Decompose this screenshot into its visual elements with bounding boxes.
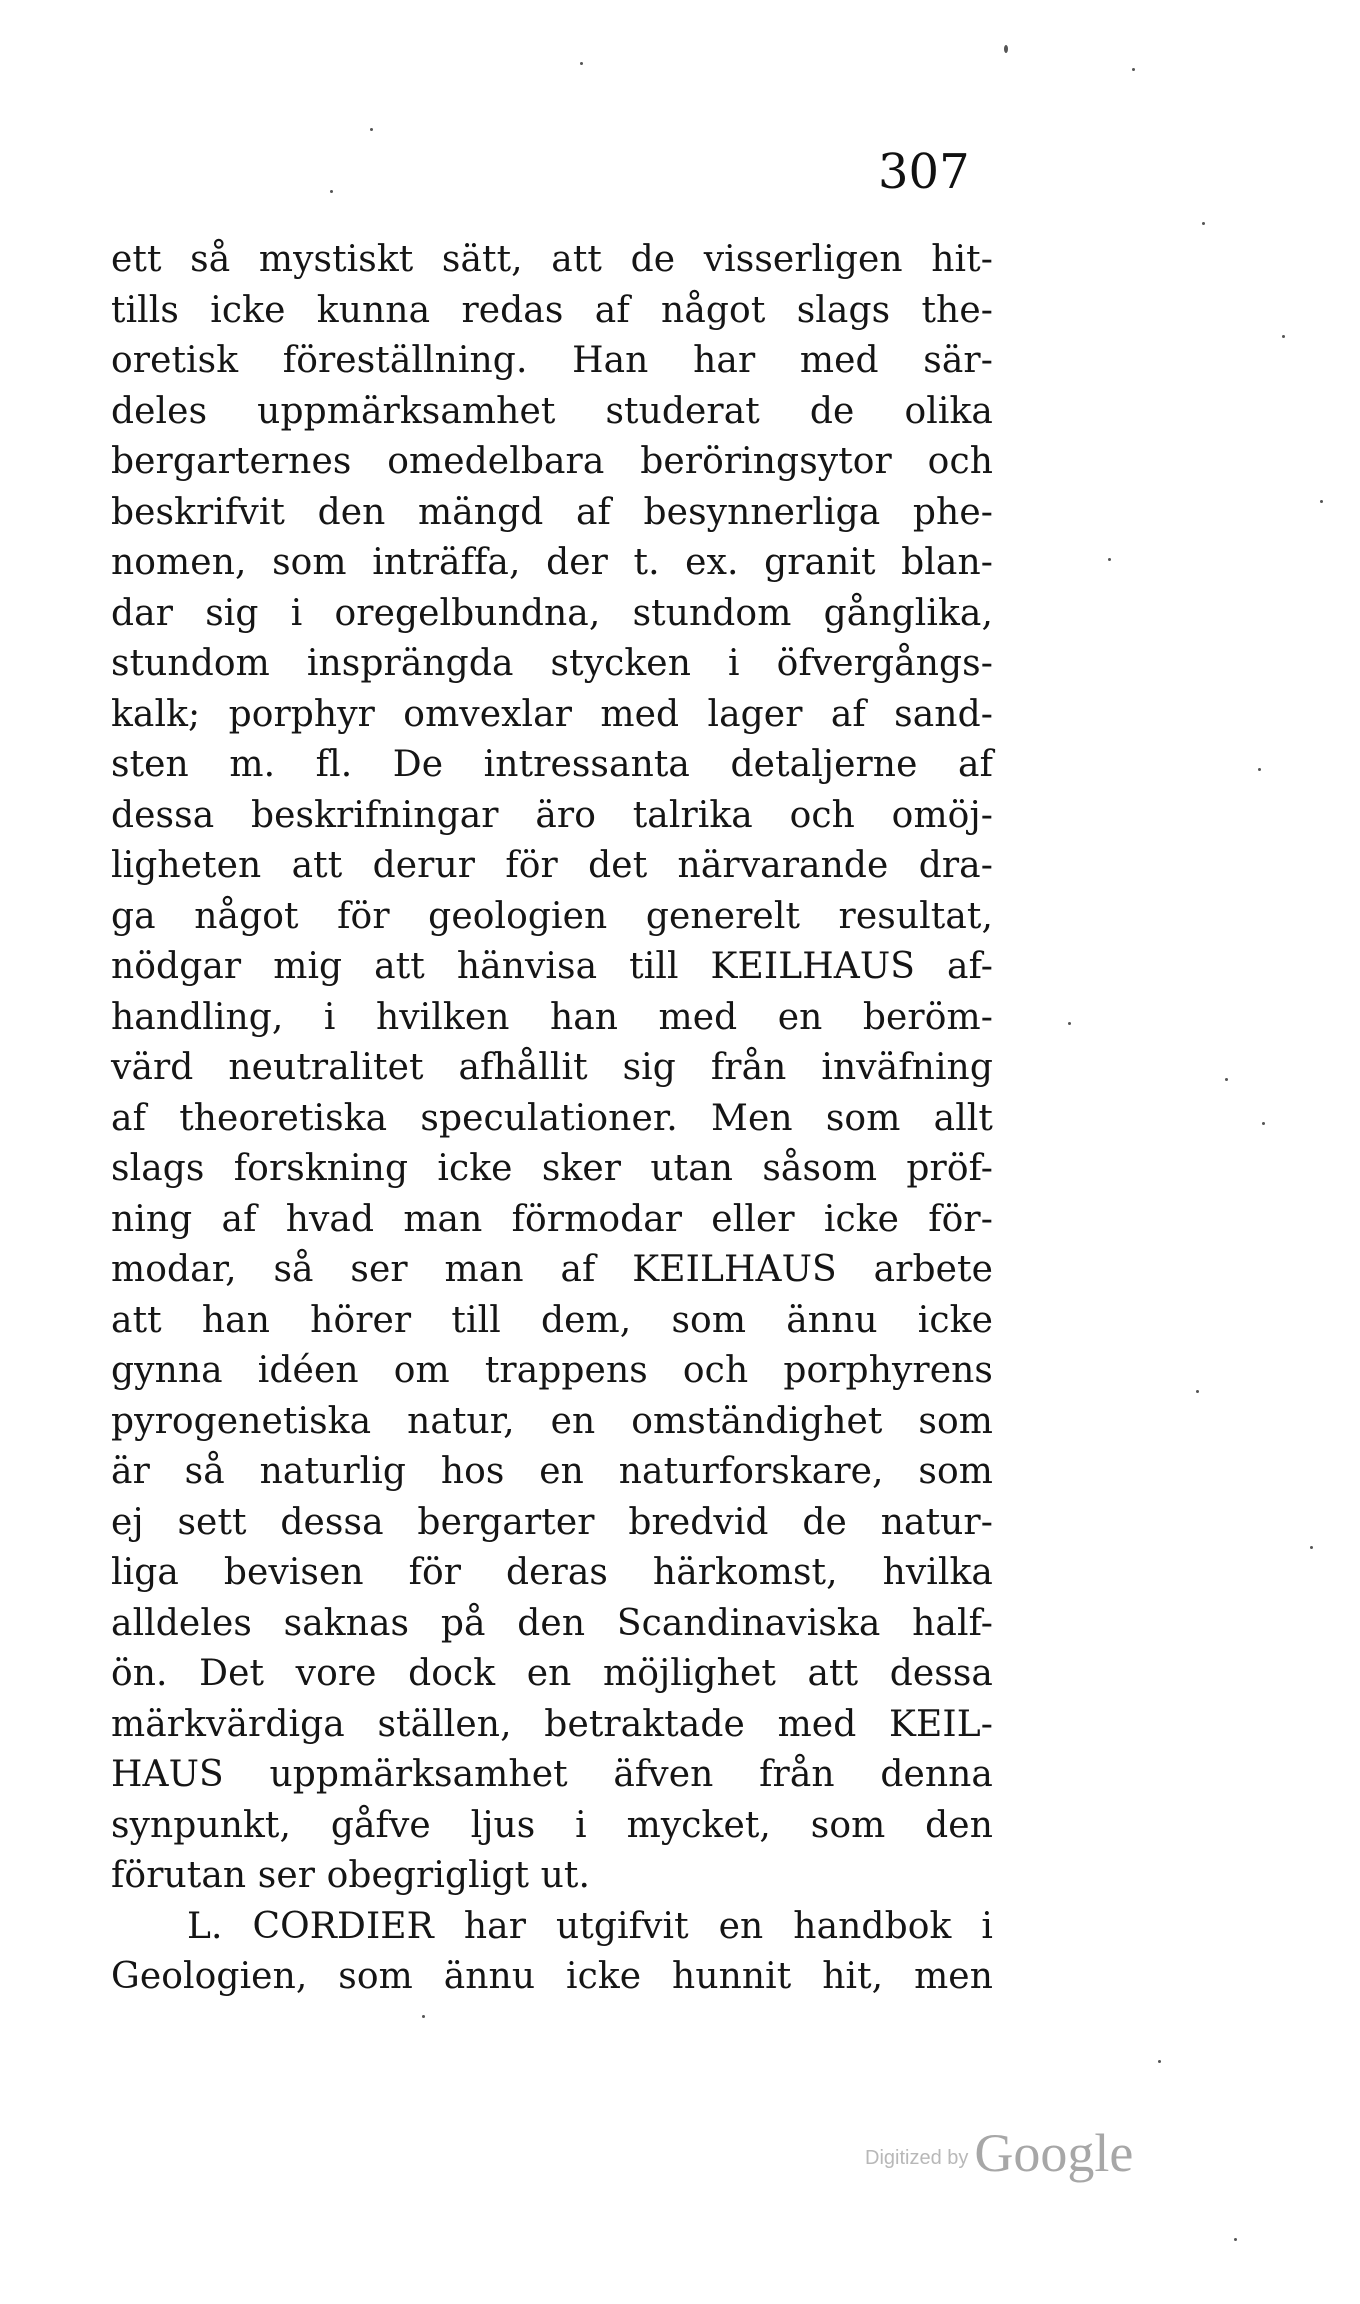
scan-speck [1258, 768, 1261, 771]
body-line: nomen, som inträffa, der t. ex. granit blan- [111, 542, 993, 583]
body-line: ga något för geologien generelt resultat, [111, 895, 993, 937]
body-line: alldeles saknas på den Scandinaviska half- [111, 1602, 993, 1644]
page-number: 307 [878, 144, 970, 200]
body-line: ön. Det vore dock en möjlighet att dessa [111, 1653, 993, 1694]
body-line: slags forskning icke sker utan såsom pröf- [111, 1148, 993, 1189]
scan-speck [1158, 2060, 1161, 2063]
body-line: dar sig i oregelbundna, stundom gånglika, [111, 592, 993, 634]
main-text-block [111, 235, 993, 2003]
body-line: pyrogenetiska natur, en omständighet som [111, 1400, 993, 1442]
body-line: kalk; porphyr omvexlar med lager af sand- [111, 693, 993, 735]
scan-speck [1282, 335, 1285, 338]
body-line: nödgar mig att hänvisa till KEILHAUS af- [111, 946, 993, 987]
body-line: synpunkt, gåfve ljus i mycket, som den [111, 1804, 993, 1846]
body-line: förutan ser obegrigligt ut. [111, 1855, 590, 1896]
scan-speck [1068, 1022, 1071, 1025]
body-line: tills icke kunna redas af något slags the- [111, 289, 993, 331]
body-line: liga bevisen för deras härkomst, hvilka [111, 1552, 993, 1593]
digitized-label: Digitized by [865, 2147, 969, 2169]
scan-speck [1310, 1546, 1313, 1549]
body-line: stundom insprängda stycken i öfvergångs- [111, 643, 993, 684]
body-line: oretisk föreställning. Han har med sär- [111, 340, 993, 381]
scan-speck [1225, 1078, 1228, 1081]
body-line: L. CORDIER har utgifvit en handbok i [187, 1905, 993, 1947]
body-line: dessa beskrifningar äro talrika och omöj- [111, 794, 993, 836]
body-line: bergarternes omedelbara beröringsytor och [111, 441, 993, 482]
body-line: ett så mystiskt sätt, att de visserligen hit- [111, 239, 993, 280]
scan-speck [1132, 68, 1135, 71]
body-line: deles uppmärksamhet studerat de olika [111, 390, 993, 432]
scan-speck [1196, 1390, 1199, 1393]
body-line: modar, så ser man af KEILHAUS arbete [111, 1249, 993, 1290]
digitized-watermark [865, 2122, 1133, 2184]
scan-speck [1004, 45, 1008, 53]
body-line: är så naturlig hos en naturforskare, som [111, 1451, 993, 1492]
body-line: värd neutralitet afhållit sig från inväfning [111, 1047, 993, 1088]
scan-speck [1234, 2238, 1237, 2241]
scan-speck [1320, 500, 1323, 503]
body-line: ej sett dessa bergarter bredvid de natur- [111, 1501, 993, 1543]
scan-speck [330, 190, 333, 193]
body-line: handling, i hvilken han med en beröm- [111, 996, 993, 1038]
body-line: ligheten att derur för det närvarande dra- [111, 845, 993, 886]
google-wordmark: Google [974, 2123, 1134, 2183]
scan-speck [580, 62, 583, 65]
scan-speck [1202, 222, 1205, 225]
scan-speck [1262, 1122, 1265, 1125]
scan-speck [422, 2015, 425, 2018]
body-line: märkvärdiga ställen, betraktade med KEIL- [111, 1703, 993, 1745]
scan-speck [1108, 558, 1111, 561]
body-line: beskrifvit den mängd af besynnerliga phe- [111, 491, 993, 533]
body-line: ning af hvad man förmodar eller icke för- [111, 1198, 993, 1240]
body-line: af theoretiska speculationer. Men som allt [111, 1097, 993, 1139]
body-line: sten m. fl. De intressanta detaljerne af [111, 744, 993, 785]
body-line: Geologien, som ännu icke hunnit hit, men [111, 1956, 993, 1997]
body-line: gynna idéen om trappens och porphyrens [111, 1350, 993, 1391]
body-line: att han hörer till dem, som ännu icke [111, 1299, 993, 1341]
body-line: HAUS uppmärksamhet äfven från denna [111, 1754, 993, 1795]
scan-speck [370, 128, 373, 131]
